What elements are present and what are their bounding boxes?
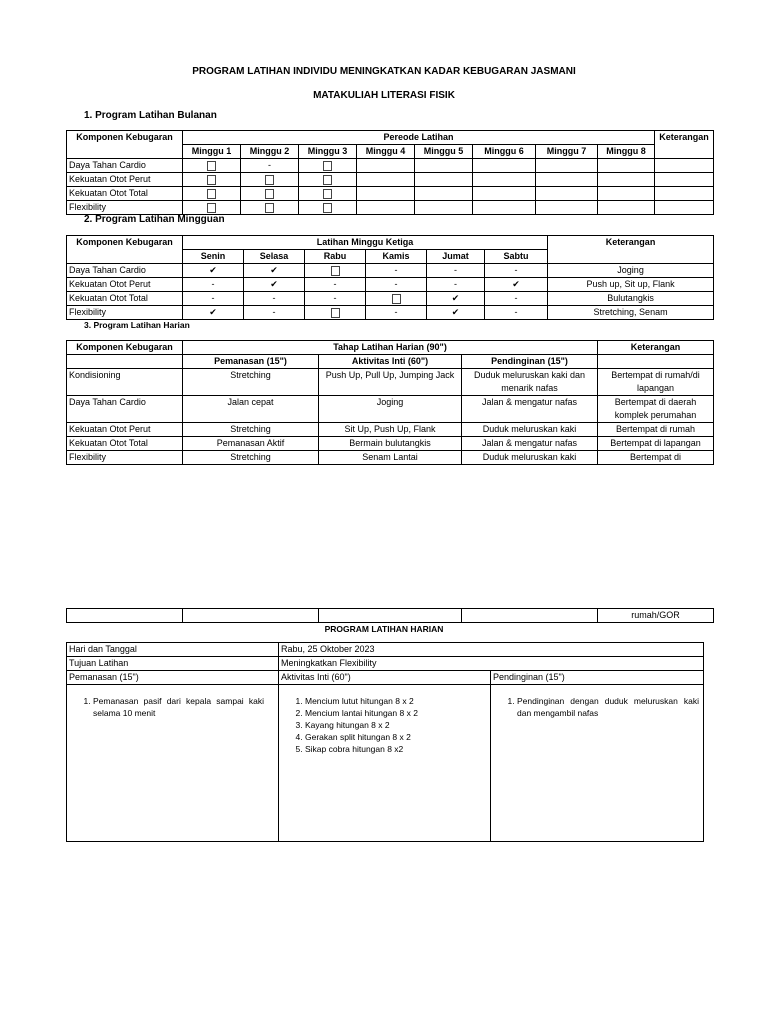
daily-note: Bertempat di rumah	[598, 423, 714, 437]
monthly-cell	[473, 159, 536, 173]
daily-cool: Jalan & mengatur nafas	[462, 437, 598, 451]
checkbox-glyph-icon	[392, 294, 401, 304]
weekly-cell: -	[305, 292, 366, 306]
table-row	[67, 396, 714, 423]
daily-warm: Stretching	[183, 423, 319, 437]
monthly-col-note: Keterangan	[655, 131, 714, 159]
daily-note: Bertempat di rumah/di lapangan	[598, 369, 714, 396]
weekly-cell: -	[485, 264, 548, 278]
monthly-cell	[473, 201, 536, 215]
plan-cool-list	[495, 695, 699, 719]
weekly-cell: -	[427, 264, 485, 278]
weekly-note: Push up, Sit up, Flank	[548, 278, 714, 292]
daily-cool: Duduk meluruskan kaki dan menarik nafas	[462, 369, 598, 396]
continuation-cell	[462, 609, 598, 623]
continuation-note: rumah/GOR	[598, 609, 714, 623]
table-row	[67, 437, 714, 451]
table-row	[67, 451, 714, 465]
monthly-cell	[473, 187, 536, 201]
weekly-cell: -	[366, 306, 427, 320]
row-label: Daya Tahan Cardio	[67, 159, 183, 173]
row-label: Daya Tahan Cardio	[67, 264, 183, 278]
checkbox-glyph-icon	[265, 189, 274, 199]
checkbox-glyph-icon	[207, 203, 216, 213]
daily-note: Bertempat di lapangan	[598, 437, 714, 451]
checkbox-glyph-icon	[323, 189, 332, 199]
daily-note-spacer	[598, 355, 714, 369]
row-label: Kekuatan Otot Perut	[67, 173, 183, 187]
monthly-table	[66, 130, 714, 215]
continuation-cell	[183, 609, 319, 623]
row-label: Daya Tahan Cardio	[67, 396, 183, 423]
monthly-week-header: Minggu 2	[241, 145, 299, 159]
monthly-week-header: Minggu 1	[183, 145, 241, 159]
weekly-note: Stretching, Senam	[548, 306, 714, 320]
monthly-cell	[299, 173, 357, 187]
weekly-col-week: Latihan Minggu Ketiga	[183, 236, 548, 250]
plan-core-list	[283, 695, 476, 755]
document-subtitle: MATAKULIAH LITERASI FISIK	[313, 90, 455, 101]
daily-warm: Jalan cepat	[183, 396, 319, 423]
daily-col-stage: Tahap Latihan Harian (90")	[183, 341, 598, 355]
document-title: PROGRAM LATIHAN INDIVIDU MENINGKATKAN KADAR KEBUGARAN JASMANI	[192, 66, 576, 77]
weekly-day-header: Jumat	[427, 250, 485, 264]
monthly-cell	[299, 201, 357, 215]
monthly-note	[655, 159, 714, 173]
list-item: 5. Sikap cobra hitungan 8 x2	[305, 743, 476, 755]
monthly-cell	[598, 159, 655, 173]
daily-cool: Duduk meluruskan kaki	[462, 451, 598, 465]
plan-warm-label: Pemanasan (15")	[67, 671, 279, 685]
row-label: Kekuatan Otot Perut	[67, 278, 183, 292]
weekly-cell: -	[183, 292, 244, 306]
weekly-cell	[305, 264, 366, 278]
plan-warm-cell	[67, 685, 279, 842]
monthly-cell	[357, 159, 415, 173]
weekly-cell	[366, 292, 427, 306]
plan-goal-value: Meningkatkan Flexibility	[279, 657, 704, 671]
daily-stage-warm: Pemanasan (15")	[183, 355, 319, 369]
monthly-week-header: Minggu 5	[415, 145, 473, 159]
table-row	[67, 173, 714, 187]
monthly-cell	[183, 159, 241, 173]
weekly-day-header: Selasa	[244, 250, 305, 264]
monthly-col-period: Pereode Latihan	[183, 131, 655, 145]
weekly-day-header: Rabu	[305, 250, 366, 264]
monthly-cell	[183, 173, 241, 187]
weekly-day-header: Senin	[183, 250, 244, 264]
daily-stage-cool: Pendinginan (15")	[462, 355, 598, 369]
monthly-cell	[415, 187, 473, 201]
weekly-cell: ✔	[183, 306, 244, 320]
monthly-week-header: Minggu 4	[357, 145, 415, 159]
checkbox-glyph-icon	[323, 161, 332, 171]
monthly-col-component: Komponen Kebugaran	[67, 131, 183, 159]
weekly-heading: 2. Program Latihan Mingguan	[84, 214, 225, 225]
weekly-cell: -	[305, 278, 366, 292]
weekly-cell: -	[485, 306, 548, 320]
weekly-cell: ✔	[244, 264, 305, 278]
monthly-cell	[241, 187, 299, 201]
table-row	[67, 201, 714, 215]
table-row	[67, 306, 714, 320]
table-row	[67, 369, 714, 396]
weekly-col-component: Komponen Kebugaran	[67, 236, 183, 264]
daily-warm: Stretching	[183, 451, 319, 465]
monthly-cell	[241, 201, 299, 215]
monthly-cell	[473, 173, 536, 187]
weekly-day-header: Kamis	[366, 250, 427, 264]
daily-core: Joging	[319, 396, 462, 423]
row-label: Kekuatan Otot Perut	[67, 423, 183, 437]
row-label: Flexibility	[67, 306, 183, 320]
monthly-cell	[357, 201, 415, 215]
monthly-heading: 1. Program Latihan Bulanan	[84, 110, 217, 121]
table-row	[67, 187, 714, 201]
daily-note: Bertempat di daerah komplek perumahan	[598, 396, 714, 423]
checkbox-glyph-icon	[323, 203, 332, 213]
monthly-cell	[241, 173, 299, 187]
monthly-cell	[536, 159, 598, 173]
monthly-note	[655, 201, 714, 215]
weekly-note: Bulutangkis	[548, 292, 714, 306]
monthly-week-header: Minggu 3	[299, 145, 357, 159]
weekly-note: Joging	[548, 264, 714, 278]
monthly-cell: -	[241, 159, 299, 173]
table-row	[67, 159, 714, 173]
weekly-cell	[305, 306, 366, 320]
plan-date-value: Rabu, 25 Oktober 2023	[279, 643, 704, 657]
plan-title: PROGRAM LATIHAN HARIAN	[324, 624, 444, 634]
weekly-cell: -	[485, 292, 548, 306]
daily-core: Sit Up, Push Up, Flank	[319, 423, 462, 437]
monthly-cell	[299, 187, 357, 201]
monthly-cell	[357, 187, 415, 201]
plan-goal-label: Tujuan Latihan	[67, 657, 279, 671]
list-item: 4. Gerakan split hitungan 8 x 2	[305, 731, 476, 743]
weekly-cell: -	[244, 292, 305, 306]
weekly-cell: ✔	[427, 292, 485, 306]
weekly-cell: -	[244, 306, 305, 320]
weekly-col-note: Keterangan	[548, 236, 714, 264]
checkbox-glyph-icon	[331, 308, 340, 318]
checkbox-glyph-icon	[207, 175, 216, 185]
row-label: Flexibility	[67, 451, 183, 465]
row-label: Flexibility	[67, 201, 183, 215]
weekly-cell: -	[183, 278, 244, 292]
monthly-cell	[183, 201, 241, 215]
plan-warm-list	[71, 695, 264, 719]
plan-cool-cell	[491, 685, 704, 842]
monthly-cell	[536, 173, 598, 187]
monthly-week-header: Minggu 7	[536, 145, 598, 159]
row-label: Kekuatan Otot Total	[67, 292, 183, 306]
monthly-note	[655, 187, 714, 201]
monthly-cell	[536, 201, 598, 215]
plan-core-label: Aktivitas Inti (60")	[279, 671, 491, 685]
monthly-cell	[183, 187, 241, 201]
daily-col-spacer	[67, 355, 183, 369]
plan-cool-label: Pendinginan (15")	[491, 671, 704, 685]
daily-table	[66, 340, 714, 465]
weekly-cell: ✔	[427, 306, 485, 320]
monthly-cell	[598, 187, 655, 201]
checkbox-glyph-icon	[207, 161, 216, 171]
monthly-cell	[415, 159, 473, 173]
table-row	[67, 292, 714, 306]
plan-core-cell	[279, 685, 491, 842]
monthly-cell	[536, 187, 598, 201]
monthly-cell	[299, 159, 357, 173]
daily-cool: Jalan & mengatur nafas	[462, 396, 598, 423]
weekly-cell: -	[427, 278, 485, 292]
monthly-cell	[415, 173, 473, 187]
plan-table	[66, 642, 704, 842]
weekly-cell: ✔	[485, 278, 548, 292]
row-label: Kekuatan Otot Total	[67, 437, 183, 451]
checkbox-glyph-icon	[323, 175, 332, 185]
daily-core: Push Up, Pull Up, Jumping Jack	[319, 369, 462, 396]
table-row	[67, 423, 714, 437]
weekly-cell: -	[366, 278, 427, 292]
monthly-note	[655, 173, 714, 187]
list-item: 1. Pendinginan dengan duduk meluruskan kaki dan mengambil nafas	[517, 695, 699, 719]
monthly-week-header: Minggu 8	[598, 145, 655, 159]
daily-continuation-table	[66, 608, 714, 623]
row-label: Kekuatan Otot Total	[67, 187, 183, 201]
row-label: Kondisioning	[67, 369, 183, 396]
list-item: 3. Kayang hitungan 8 x 2	[305, 719, 476, 731]
weekly-day-header: Sabtu	[485, 250, 548, 264]
daily-warm: Stretching	[183, 369, 319, 396]
daily-note: Bertempat di	[598, 451, 714, 465]
daily-warm: Pemanasan Aktif	[183, 437, 319, 451]
list-item: 1. Mencium lutut hitungan 8 x 2	[305, 695, 476, 707]
monthly-week-header: Minggu 6	[473, 145, 536, 159]
table-row	[67, 278, 714, 292]
monthly-cell	[357, 173, 415, 187]
daily-stage-core: Aktivitas Inti (60")	[319, 355, 462, 369]
table-row	[67, 264, 714, 278]
daily-cool: Duduk meluruskan kaki	[462, 423, 598, 437]
daily-col-note: Keterangan	[598, 341, 714, 355]
monthly-cell	[598, 173, 655, 187]
daily-heading: 3. Program Latihan Harian	[84, 320, 190, 330]
checkbox-glyph-icon	[207, 189, 216, 199]
weekly-table	[66, 235, 714, 320]
weekly-cell: ✔	[244, 278, 305, 292]
weekly-cell: ✔	[183, 264, 244, 278]
checkbox-glyph-icon	[331, 266, 340, 276]
continuation-cell	[319, 609, 462, 623]
monthly-cell	[415, 201, 473, 215]
list-item: 1. Pemanasan pasif dari kepala sampai kaki selama 10 menit	[93, 695, 264, 719]
checkbox-glyph-icon	[265, 175, 274, 185]
weekly-cell: -	[366, 264, 427, 278]
daily-core: Bermain bulutangkis	[319, 437, 462, 451]
daily-col-component: Komponen Kebugaran	[67, 341, 183, 355]
monthly-cell	[598, 201, 655, 215]
daily-core: Senam Lantai	[319, 451, 462, 465]
plan-date-label: Hari dan Tanggal	[67, 643, 279, 657]
checkbox-glyph-icon	[265, 203, 274, 213]
list-item: 2. Mencium lantai hitungan 8 x 2	[305, 707, 476, 719]
continuation-cell	[67, 609, 183, 623]
